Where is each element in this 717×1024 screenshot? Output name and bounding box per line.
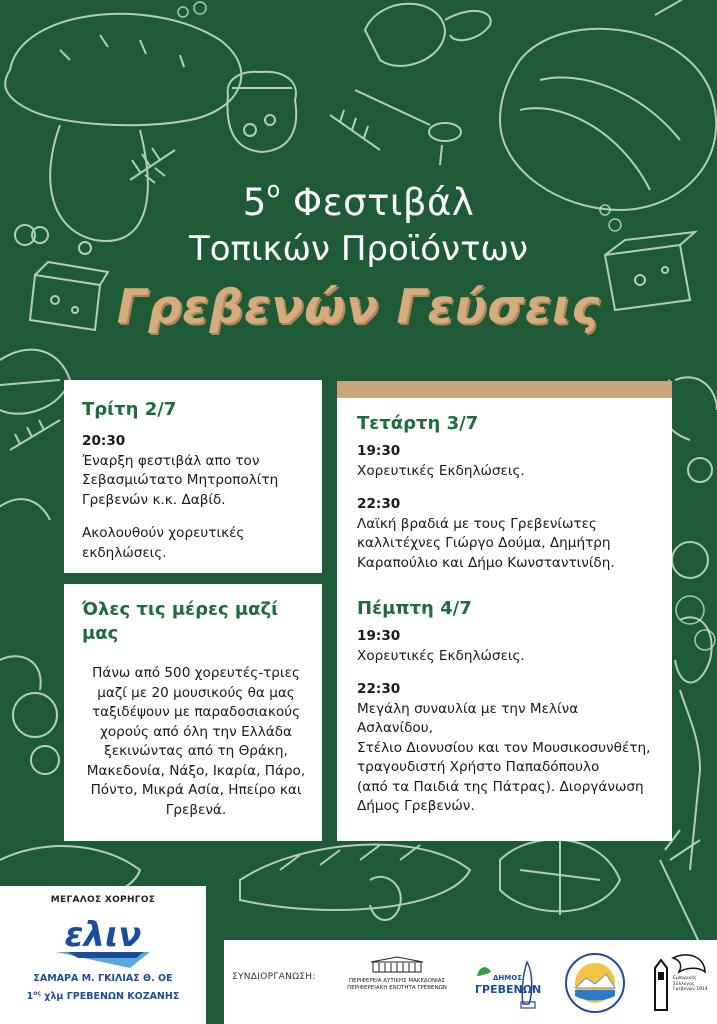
day3-text2-line4: (από τα Παιδιά της Πάτρας). Διοργάνωση	[357, 778, 644, 795]
edition-suffix: ο	[266, 178, 281, 203]
festival-brand: Γρεβενών Γεύσεις	[116, 280, 601, 335]
day3-text2-line2: Στέλιο Διονυσίου και τον Μουσικοσυνθέτη,	[357, 739, 651, 756]
day2-text1: Χορευτικές Εκδηλώσεις.	[357, 462, 525, 479]
trade-association-text: Εμπορικός Σύλλογος Γρεβενών 1914	[673, 976, 708, 992]
sponsor-name-line1: ΣΑΜΑΡΑ Μ. ΓΚΙΛΙΑΣ Θ. ΟΕ	[33, 973, 173, 984]
day2-text2: Λαϊκή βραδιά με τους Γρεβενίωτες καλλιτέχνες Γιώργο Δούμα, Δημήτρη Καραπούλιο και Δήμο Κωνσταντινίδη.	[357, 515, 615, 571]
municipality-small: ΔΗΜΟΣ	[493, 974, 522, 982]
day3-text1: Χορευτικές Εκδηλώσεις.	[357, 647, 525, 664]
day2-title: Τετάρτη 3/7	[357, 413, 479, 434]
day2-time2: 22:30	[357, 496, 401, 512]
region-line1: ΠΕΡΙΦΕΡΕΙΑ ΔΥΤΙΚΗΣ ΜΑΚΕΔΟΝΙΑΣ	[348, 978, 445, 984]
card-accent-bar	[337, 381, 672, 398]
sponsor-km-suffix: ος	[33, 990, 41, 997]
all-days-title: Όλες τις μέρες μαζί μας	[82, 599, 279, 644]
day1-text: Έναρξη φεστιβάλ απο τον Σεβασμιώτατο Μητροπολίτη Γρεβενών κ.κ. Δαβίδ.	[82, 452, 279, 508]
day1-title: Τρίτη 2/7	[82, 399, 177, 420]
festival-subtitle: Τοπικών Προϊόντων	[188, 229, 529, 269]
all-days-text: Πάνω από 500 χορευτές-τριες μαζί με 20 μουσικούς θα μας ταξιδέψουν με παραδοσιακούς χορούς από όλη την Ελλάδα ξεκινώντας από τη Θράκη, Μακεδονία, Νάξο, Ικαρία, Πάρο, Πόντο, Μικρά Ασία, Ηπείρο και Γρεβενά.	[86, 665, 306, 818]
all-days-card	[64, 584, 322, 841]
festival-title	[0, 178, 717, 224]
day3-text2-line1: Μεγάλη συναυλία με την Μελίνα Ασλανίδου,	[357, 700, 579, 736]
building-icon	[369, 956, 425, 974]
municipality-logo	[471, 952, 541, 1012]
municipality-big: ΓΡΕΒΕΝΩΝ	[475, 983, 542, 996]
sponsor-name-line2	[0, 987, 206, 1003]
day3-time2: 22:30	[357, 681, 401, 697]
trade-association-logo	[649, 950, 713, 1016]
association-seal-icon	[564, 952, 626, 1014]
day3-title: Πέμπτη 4/7	[357, 598, 472, 619]
day1-text2: Ακολουθούν χορευτικές εκδηλώσεις.	[82, 525, 245, 561]
municipality-leaf-icon	[471, 952, 541, 1012]
title-word: Φεστιβάλ	[293, 181, 475, 224]
day3-text2-line3: τραγουδιστή Χρήστο Παπαδόπουλο	[357, 759, 600, 775]
program-card	[337, 381, 672, 841]
elin-logo-text: ελιν	[64, 915, 142, 955]
edition-number: 5	[242, 181, 267, 224]
day2-time1: 19:30	[357, 443, 401, 459]
co-organization-strip	[224, 940, 717, 1024]
sponsor-km-rest: χλμ ΓΡΕΒΕΝΩΝ ΚΟΖΑΝΗΣ	[44, 991, 180, 1003]
main-sponsor	[0, 886, 206, 1024]
region-logo	[347, 956, 447, 992]
co-organization-label: ΣΥΝΔΙΟΡΓΑΝΩΣΗ:	[232, 972, 316, 982]
day3-time1: 19:30	[357, 628, 401, 644]
day3-text2-line5: Δήμος Γρεβενών.	[357, 798, 475, 814]
day1-time: 20:30	[82, 433, 126, 449]
elin-logo	[48, 908, 158, 970]
sponsor-km-number: 1	[26, 991, 34, 1003]
region-line2: ΠΕΡΙΦΕΡΕΙΑΚΗ ΕΝΟΤΗΤΑ ΓΡΕΒΕΝΩΝ	[347, 985, 447, 991]
sponsor-label: ΜΕΓΑΛΟΣ ΧΟΡΗΓΟΣ	[50, 895, 156, 905]
day1-card	[64, 380, 322, 573]
